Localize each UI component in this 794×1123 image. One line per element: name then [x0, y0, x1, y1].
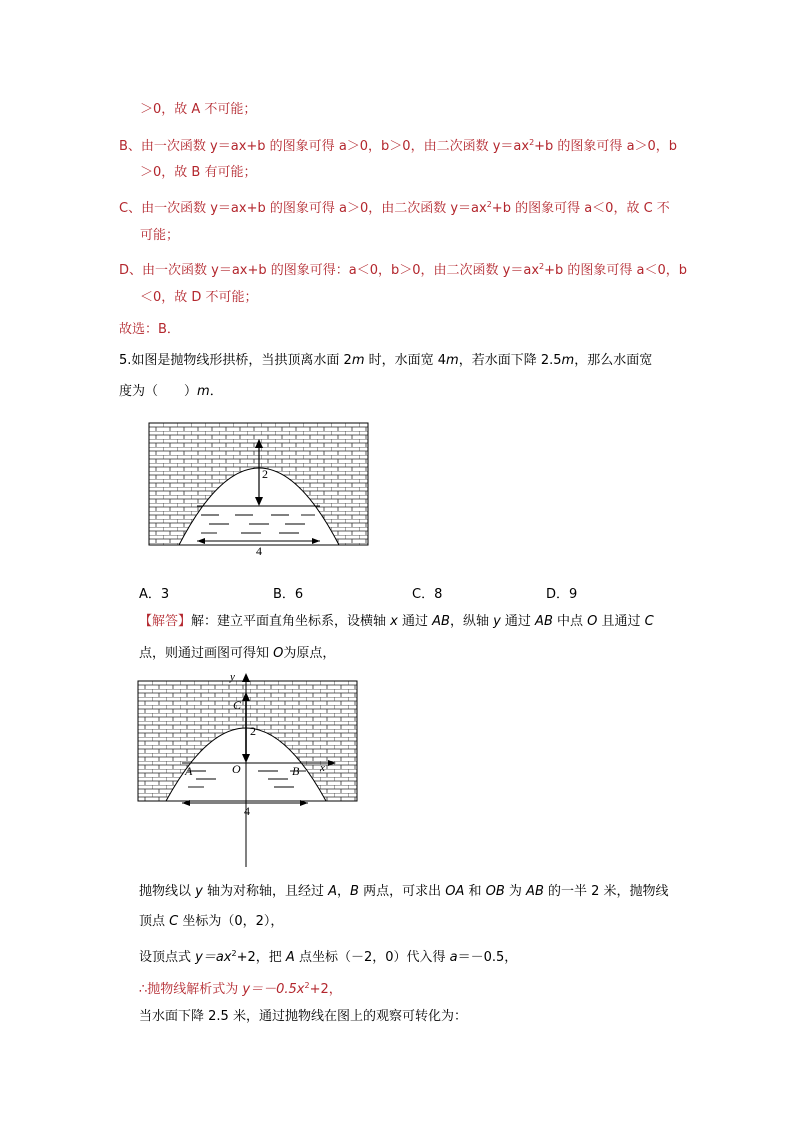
x-axis-label: x	[320, 762, 325, 774]
option-b[interactable]: B．6	[273, 587, 304, 602]
solution-b-line2: ＞0，故 B 有可能；	[140, 165, 257, 180]
answer-tag: 【解答】	[139, 614, 192, 629]
explanation-line3: 设顶点式 $y=ax^2+2$，把 A 点坐标（－2，0）代入得 a＝－0.5，	[139, 949, 518, 965]
option-c[interactable]: C．8	[412, 587, 443, 602]
answer-explanation-line1: 【解答】解：建立平面直角坐标系，设横轴 x 通过 AB，纵轴 y 通过 AB 中点 O 且通过 C	[139, 614, 654, 629]
height-label-2: 2	[250, 724, 256, 738]
point-o-label: O	[232, 762, 241, 776]
explanation-line4: ∴抛物线解析式为 $y=-0.5x^2+2$，	[139, 981, 342, 997]
width-label: 4	[256, 544, 262, 558]
solution-a-tail: ＞0，故 A 不可能；	[140, 102, 257, 117]
option-d[interactable]: D．9	[546, 587, 578, 602]
point-c-label: C	[233, 698, 242, 712]
solution-c-line2: 可能；	[140, 228, 180, 243]
explanation-line2: 顶点 C 坐标为（0，2），	[139, 914, 284, 929]
bridge-figure-1	[149, 423, 369, 558]
question-line1: 5.如图是抛物线形拱桥，当拱顶离水面 2m 时，水面宽 4m，若水面下降 2.5m，那么水面宽	[119, 353, 653, 368]
y-axis-label: y	[230, 671, 235, 683]
solution-d-line1: D、由一次函数 y＝ax+b 的图象可得：a＜0，b＞0，由二次函数 $y=ax^2+b$ 的图象可得 a＜0，b	[119, 262, 688, 278]
point-a-label: A	[185, 764, 193, 778]
height-label: 2	[262, 467, 268, 481]
bridge-figure-2	[138, 673, 360, 868]
answer-explanation-line2: 点，则通过画图可得知 O为原点，	[139, 646, 336, 661]
solution-d-line2: ＜0，故 D 不可能；	[140, 290, 258, 305]
explanation-line5: 当水面下降 2.5 米，通过抛物线在图上的观察可转化为：	[139, 1009, 467, 1024]
point-b-label: B	[292, 764, 300, 778]
solution-b-line1: B、由一次函数 y＝ax+b 的图象可得 a＞0，b＞0，由二次函数 $y=ax^2+b$ 的图象可得 a＞0，b	[119, 138, 678, 154]
answer-line: 故选：B．	[119, 322, 180, 337]
question-line2: 度为（ ）m．	[119, 384, 223, 399]
option-a[interactable]: A．3	[139, 587, 170, 602]
explanation-line1: 抛物线以 y 轴为对称轴，且经过 A，B 两点，可求出 OA 和 OB 为 AB 的一半 2 米，抛物线	[139, 884, 669, 899]
width-label-2: 4	[244, 804, 250, 818]
solution-c-line1: C、由一次函数 y＝ax+b 的图象可得 a＞0，由二次函数 $y=ax^2+b$ 的图象可得 a＜0，故 C 不	[119, 200, 670, 216]
